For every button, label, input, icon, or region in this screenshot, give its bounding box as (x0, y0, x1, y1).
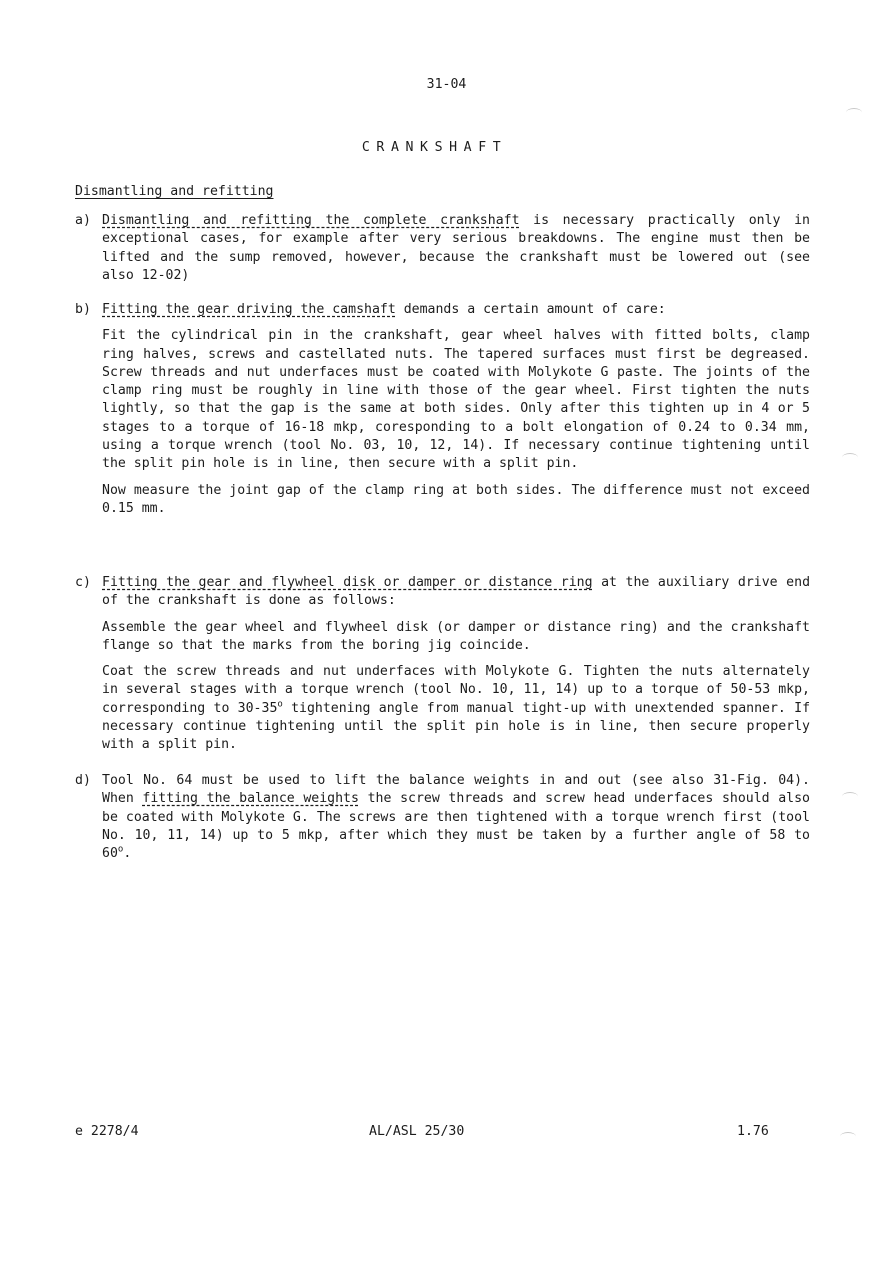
degree-sup: o (117, 844, 124, 855)
binder-hole-mark (840, 1132, 856, 1141)
binder-hole-mark (842, 792, 858, 801)
footer-model: AL/ASL 25/30 (369, 1124, 465, 1139)
item-c (75, 574, 810, 755)
item-a (75, 212, 810, 285)
binder-hole-mark (846, 108, 862, 117)
item-c-paragraph-1: Assemble the gear wheel and flywheel disk (or damper or distance ring) and the crankshaft flange so that the marks from the boring jig coincide. (102, 619, 810, 653)
item-c-p2-after: tightening angle from manual tight-up with unextended spanner. If necessary continue tightening until the split pin hole is in line, then secure properly with a split pin. (102, 700, 811, 753)
item-marker: c) (75, 575, 91, 590)
item-d-text (102, 772, 810, 863)
item-b-rest: demands a certain amount of care: (395, 302, 666, 317)
footer-document-number: e 2278/4 (75, 1124, 139, 1139)
item-c-paragraph-2 (102, 663, 810, 754)
section-heading: Dismantling and refitting (75, 184, 274, 199)
item-d-before: Tool No. 64 must be used to lift the balance weights in and out (see also 31-Fig. 04). When (102, 773, 810, 807)
item-d-end: . (123, 846, 132, 862)
binder-hole-mark (842, 453, 858, 462)
item-d (75, 772, 810, 863)
footer-date: 1.76 (737, 1124, 769, 1139)
item-c-p2-before: Coat the screw threads and nut underfaces with Molykote G. Tighten the nuts alternately in several stages with a torque wrench (tool No. 10, 11, 14) up to a torque of 50-53 mkp, corresponding to 30-35 (102, 664, 810, 716)
item-marker: a) (75, 213, 91, 228)
item-c-lead: Fitting the gear and flywheel disk or damper or distance ring (102, 575, 593, 590)
item-a-rest: is necessary practically only in exceptional cases, for example after very serious breakdowns. The engine must then be lifted and the sump removed, however, because the crankshaft must be lowered out (see also 12-02) (102, 213, 810, 283)
degree-sup: o (277, 699, 283, 710)
item-marker: b) (75, 302, 91, 317)
item-c-lead-line (102, 574, 810, 611)
item-b (75, 301, 810, 518)
item-d-underlined: fitting the balance weights (142, 791, 359, 807)
item-b-lead-line (102, 301, 810, 319)
item-b-paragraph-2: Now measure the joint gap of the clamp ring at both sides. The difference must not exceed 0.15 mm. (102, 482, 810, 516)
item-d-after: the screw threads and screw head underfaces should also be coated with Molykote G. The screws are then tightened with a torque wrench first (tool No. 10, 11, 14) up to 5 mkp, after which they must be taken by a further angle of 58 to 60 (102, 791, 810, 862)
item-a-lead: Dismantling and refitting the complete crankshaft (102, 213, 520, 228)
page-number: 31-04 (426, 77, 467, 92)
item-c-rest: at the auxiliary drive end of the crankshaft is done as follows: (102, 575, 811, 609)
item-b-paragraph-1: Fit the cylindrical pin in the crankshaft, gear wheel halves with fitted bolts, clamp ring halves, screws and castellated nuts. The tapered surfaces must first be degreased. Screw threads and nut underfaces must be coated with Molykote G paste. The joints of the clamp ring must be roughly in line with those of the gear wheel. First tighten the nuts lightly, so that the gap is the same at both sides. Only after this tighten up in 4 or 5 stages to a torque of 16-18 mkp, coresponding to a bolt elongation of 0.24 to 0.34 mm, using a torque wrench (tool No. 03, 10, 12, 14). If necessary continue tightening until the split pin hole is in line, then secure with a split pin. (102, 328, 810, 472)
item-marker: d) (75, 773, 91, 788)
item-b-lead: Fitting the gear driving the camshaft (102, 302, 396, 317)
page-title: CRANKSHAFT (361, 140, 508, 155)
item-a-text (102, 212, 810, 285)
